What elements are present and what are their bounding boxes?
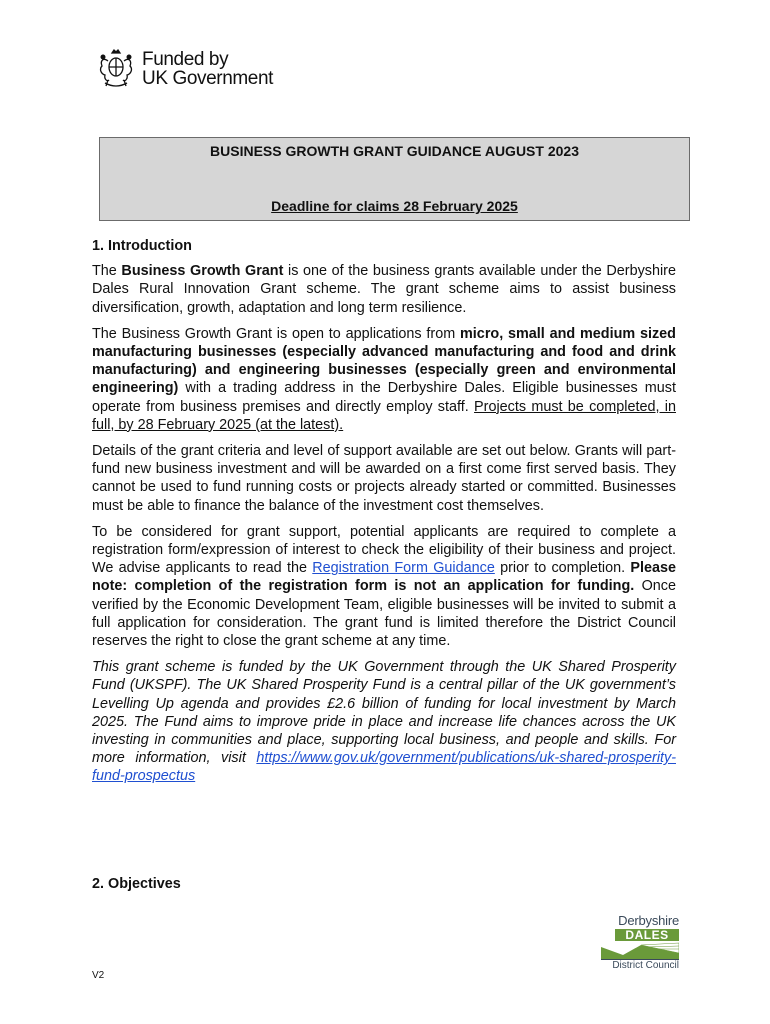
bold-text: micro, small and medium sized manufacturing businesses (especially advanced manufacturing and food and drink manufacturing) and engineering businesses (especially green and environmental engineering) xyxy=(92,325,676,397)
document-body xyxy=(92,237,676,794)
ukspf-prospectus-link[interactable]: https://www.gov.uk/government/publications/uk-shared-prosperity-fund-prospectus xyxy=(92,750,676,785)
claims-deadline: Deadline for claims 28 February 2025 xyxy=(271,198,518,214)
version-label: V2 xyxy=(92,970,105,981)
council-logo-line-2: DALES xyxy=(615,929,679,941)
council-logo-line-1: Derbyshire xyxy=(618,913,679,928)
text-run: Once verified by the Economic Development Team, eligible businesses will be invited to submit a full application for consideration. The grant fund is limited therefore the District Council reserves the right to close the grant scheme at any time. xyxy=(92,578,676,650)
text-run: is one of the business grants available under the Derbyshire Dales Rural Innovation Grant scheme. The grant scheme aims to assist business diversification, growth, adaptation and long term resilience. xyxy=(92,263,676,316)
text-run: This grant scheme is funded by the UK Government through the UK Shared Prosperity Fund (UKSPF). The UK Shared Prosperity Fund is a central pillar of the UK government’s Levelling Up agenda and provides £2.6 billion of funding for local investment by March 2025. The Fund aims to improve pride in place and increase life chances across the UK investing in communities and place, supporting local business, and people and skills. For more information, visit xyxy=(92,659,676,767)
bold-text: Business Growth Grant xyxy=(121,263,284,280)
text-run: The xyxy=(92,263,122,280)
intro-paragraph-5 xyxy=(92,658,676,785)
registration-form-guidance-link[interactable]: Registration Form Guidance xyxy=(312,560,495,577)
bold-text: Please note: completion of the registration form is not an application for funding. xyxy=(92,560,676,595)
intro-paragraph-4 xyxy=(92,523,676,650)
logo-line-2: UK Government xyxy=(142,68,274,89)
logo-line-1: Funded by xyxy=(142,49,229,70)
text-run: prior to completion. xyxy=(494,560,631,577)
text-run: The Business Growth Grant is open to applications from xyxy=(92,325,461,342)
underlined-deadline-text: Projects must be completed, in full, by 28 February 2025 (at the latest). xyxy=(92,398,676,433)
intro-paragraph-2 xyxy=(92,325,676,434)
title-box xyxy=(99,137,690,221)
text-run: To be considered for grant support, potential applicants are required to complete a registration form/expression of interest to check the eligibility of their business and project. We advise applicants to read the xyxy=(92,523,676,577)
royal-coat-of-arms-icon xyxy=(95,47,137,91)
objectives-heading: 2. Objectives xyxy=(92,876,181,892)
text-run: with a trading address in the Derbyshire Dales. Eligible businesses must operate from business premises and directly employ staff. xyxy=(92,380,676,415)
hills-icon xyxy=(601,941,679,959)
introduction-heading: 1. Introduction xyxy=(92,238,192,254)
document-title: BUSINESS GROWTH GRANT GUIDANCE AUGUST 2023 xyxy=(210,143,579,159)
intro-paragraph-1 xyxy=(92,262,676,317)
funded-by-uk-government-logo xyxy=(95,46,273,92)
council-logo-line-3: District Council xyxy=(601,959,679,971)
derbyshire-dales-district-council-logo xyxy=(601,914,679,971)
intro-paragraph-3: Details of the grant criteria and level of support available are set out below. Grants will part-fund new business investment and will be awarded on a first come first served basis. They cannot be used to fund running costs or projects already started or committed. Businesses must be able to finance the balance of the investment cost themselves. xyxy=(92,443,676,514)
